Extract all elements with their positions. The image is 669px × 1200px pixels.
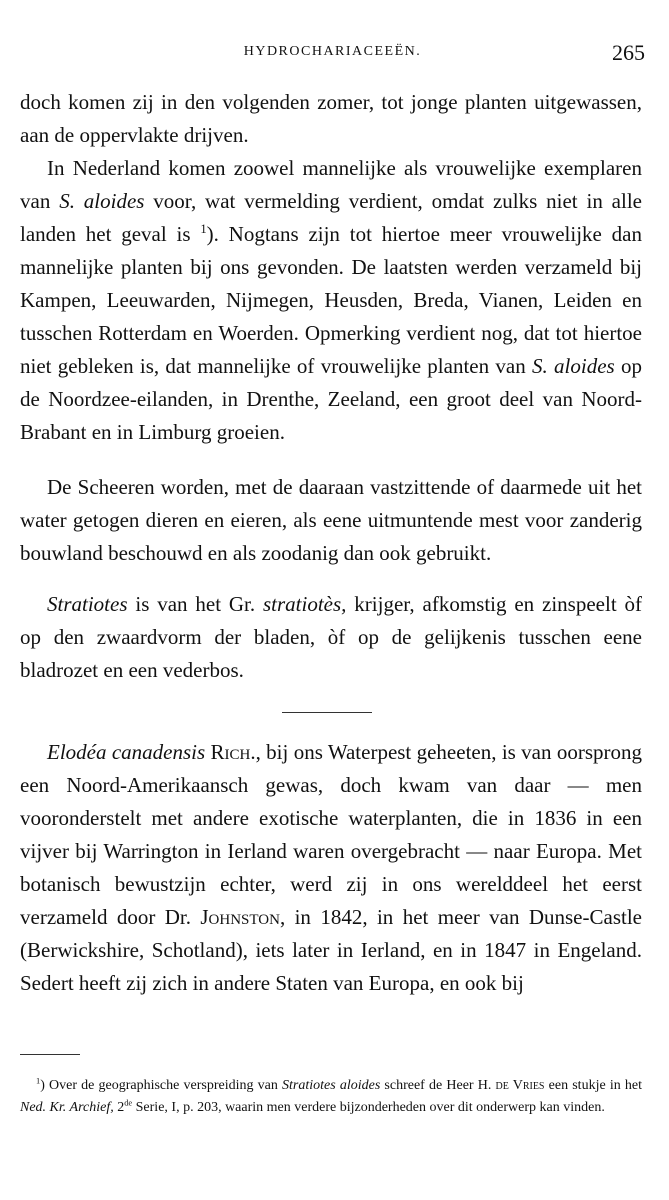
paragraph-5-text-a: , bij ons Waterpest geheeten, is van oorsprong een Noord-Amerikaansch gewas, doch kwam van daar — men vooronderstelt met andere exotische waterplanten, die in 1836 in een vijver bij Warrington in Ierland waren overgebracht — naar Europa. Met botanisch bewustzijn echter, werd zij in ons werelddeel het eerst verzameld door Dr. <box>20 740 642 929</box>
footnote-reference[interactable]: 1 <box>200 222 207 236</box>
footnote-species: Stratiotes aloides <box>282 1078 381 1093</box>
greek-word: stratiotès, <box>263 592 347 616</box>
footnote-text-a: ) Over de geographische verspreiding van <box>40 1078 283 1093</box>
species-name-2: S. aloides <box>532 354 615 378</box>
footnote-marker: 1 <box>36 1076 41 1086</box>
footnote-text-d: 2 <box>113 1100 125 1115</box>
footnote-text-c: een stukje in het <box>544 1078 642 1093</box>
paragraph-5-text-b: , in 1842, in het meer van Dunse-Castle (Berwickshire, Schotland), iets later in Ierland, en in 1847 in Engeland. Sedert heeft zij zich in andere Staten van Europa, en ook bij <box>20 905 642 995</box>
footnote-journal: Ned. Kr. Archief, <box>20 1100 114 1115</box>
author-abbreviation: Rich. <box>210 740 256 764</box>
paragraph-5 <box>20 736 642 1000</box>
species-name-elodea: Elodéa canadensis <box>47 740 206 764</box>
running-head: HYDROCHARIACEEËN. <box>243 44 422 59</box>
footnote-rule <box>20 1054 80 1055</box>
paragraph-2-text-d: op de Noordzee-eilanden, in Drenthe, Zeeland, een groot deel van Noord-Brabant en in Limburg groeien. <box>20 354 642 444</box>
paragraph-4-text-a: is van het Gr. <box>127 592 263 616</box>
paragraph-4 <box>20 588 642 687</box>
page-header <box>20 40 645 70</box>
footnote <box>20 1075 642 1119</box>
paragraph-1: doch komen zij in den volgenden zomer, tot jonge planten uitgewassen, aan de oppervlakte drijven. <box>20 90 642 147</box>
species-name: S. aloides <box>59 189 145 213</box>
footnote-text-e: Serie, I, p. 203, waarin men verdere bijzonderheden over dit onderwerp kan vinden. <box>132 1100 605 1115</box>
page-number: 265 <box>612 40 645 65</box>
paragraph-3: De Scheeren worden, met de daaraan vastzittende of daarmede uit het water getogen dieren en eieren, als eene uitmuntende mest voor zanderig bouwland beschouwd en als zoodanig dan ook gebruikt. <box>20 475 642 565</box>
paragraph-2-text-a: In Nederland komen zoowel mannelijke als vrouwelijke exemplaren van <box>20 156 642 213</box>
footnote-ordinal-suffix: de <box>124 1098 133 1108</box>
paragraph-2-text-c: ). Nogtans zijn tot hiertoe meer vrouwelijke dan mannelijke planten bij ons gevonden. De laatsten werden verzameld bij Kampen, Leeuwarden, Nijmegen, Heusden, Breda, Vianen, Leiden en tusschen Rotterdam en Woerden. Opmerking verdient nog, dat tot hiertoe niet gebleken is, dat mannelijke of vrouwelijke planten van <box>20 222 642 378</box>
section-divider <box>282 712 372 713</box>
genus-name: Stratiotes <box>47 592 128 616</box>
footnote-author-name: de Vries <box>495 1078 545 1093</box>
paragraph-2 <box>20 152 642 449</box>
footnote-text-b: schreef de Heer H. <box>380 1078 496 1093</box>
paragraph-4-text-b: krijger, afkomstig en zinspeelt òf op den zwaardvorm der bladen, òf op de gelijkenis tusschen eene bladrozet en een vederbos. <box>20 592 643 682</box>
collector-name: Johnston <box>200 905 280 929</box>
paragraph-2-text-b: voor, wat vermelding verdient, omdat zulks niet in alle landen het geval is <box>20 189 642 246</box>
